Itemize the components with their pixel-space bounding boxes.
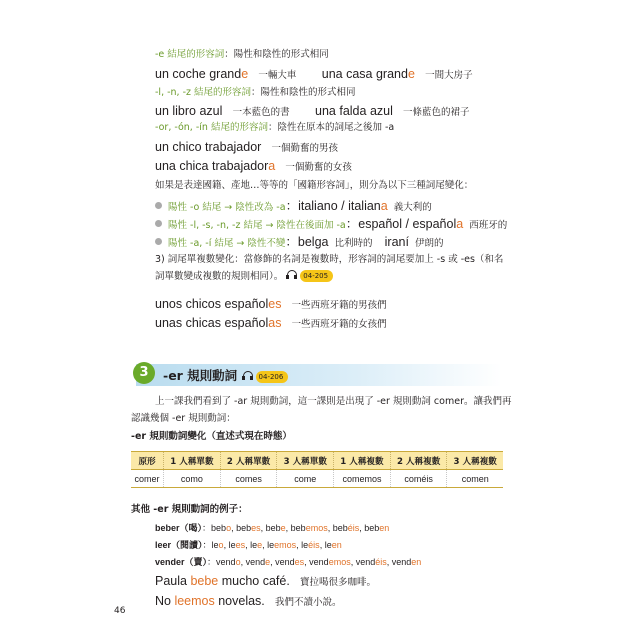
- headphones-icon: [242, 371, 254, 381]
- header-2sg: 2 人稱單數: [220, 452, 277, 470]
- section-paragraph-line-1: 上一課我們看到了 -ar 規則動詞，這一課則是出現了 -er 規則動詞 comer。讓我們再: [155, 396, 512, 407]
- cell-2pl: coméis: [390, 470, 447, 488]
- sentence-example-2: No leemos novelas. 我們不讀小說。: [155, 594, 342, 608]
- section-paragraph-line-2: 認識幾個 -er 規則動詞：: [131, 413, 236, 424]
- verb-example-leer: leer（閱讀）：leo, lees, lee, leemos, leéis, leen: [155, 540, 342, 550]
- heading-l-adjectives: -l, -n, -z 結尾的形容詞：陽性和陰性的形式相同: [155, 87, 356, 98]
- section-title: -er 規則動詞 04-206: [163, 366, 288, 384]
- header-3pl: 3 人稱複數: [447, 452, 503, 470]
- plural-rule-line-2: 詞單數變成複數的規則相同）。 04-205: [155, 268, 333, 282]
- header-2pl: 2 人稱複數: [390, 452, 447, 470]
- cell-infinitive: comer: [134, 473, 160, 484]
- plural-example-2: unas chicas españolas 一些西班牙籍的女孩們: [155, 316, 387, 330]
- cell-3pl: comen: [447, 470, 503, 488]
- example-line-3: un chico trabajador 一個勤奮的男孩: [155, 140, 339, 154]
- cell-3sg: come: [277, 470, 334, 488]
- nationality-intro: 如果是表達國籍、產地…等等的「國籍形容詞」，則分為以下三種詞尾變化：: [155, 180, 474, 191]
- audio-track-badge[interactable]: 04-206: [256, 371, 289, 383]
- cell-1sg: como: [164, 470, 221, 488]
- heading-e-adjectives: -e 結尾的形容詞：陽性和陰性的形式相同: [155, 49, 329, 60]
- header-1sg: 1 人稱單數: [164, 452, 221, 470]
- bullet-dot: [155, 202, 162, 209]
- bullet-dot: [155, 220, 162, 227]
- verb-example-beber: beber（喝）：bebo, bebes, bebe, bebemos, bebéis, beben: [155, 523, 390, 533]
- bullet-item-3: 陽性 -a, -í 結尾 → 陰性不變：belga 比利時的 iraní 伊朗的: [155, 232, 444, 250]
- conjugation-table: [131, 451, 503, 488]
- cell-2sg: comes: [220, 470, 277, 488]
- header-1pl: 1 人稱複數: [334, 452, 391, 470]
- cell-1pl: comemos: [334, 470, 391, 488]
- example-line-1: un coche grande 一輛大車 una casa grande 一間大房子: [155, 67, 473, 81]
- plural-example-1: unos chicos españoles 一些西班牙籍的男孩們: [155, 297, 387, 311]
- header-3sg: 3 人稱單數: [277, 452, 334, 470]
- example-line-4: una chica trabajadora 一個勤奮的女孩: [155, 159, 352, 173]
- example-line-2: un libro azul 一本藍色的書 una falda azul 一條藍色的裙子: [155, 104, 470, 118]
- bullet-item-2: 陽性 -l, -s, -n, -z 結尾 → 陰性在後面加 -a：español / española 西班牙的: [155, 214, 507, 232]
- plural-rule-line-1: 3) 詞尾單複數變化：當修飾的名詞是複數時，形容詞的詞尾要加上 -s 或 -es（和名: [155, 254, 504, 265]
- audio-track-badge[interactable]: 04-205: [300, 270, 333, 282]
- table-header-row: [131, 452, 503, 470]
- heading-or-adjectives: -or, -ón, -ín 結尾的形容詞：陰性在原本的詞尾之後加 -a: [155, 122, 395, 133]
- sentence-example-1: Paula bebe mucho café. 寶拉喝很多咖啡。: [155, 574, 377, 588]
- bullet-dot: [155, 238, 162, 245]
- page-number: 46: [114, 606, 126, 616]
- table-row: [131, 470, 503, 488]
- bullet-item-1: 陽性 -o 結尾 → 陰性改為 -a：italiano / italiana 義大利的: [155, 196, 432, 214]
- examples-title: 其他 -er 規則動詞的例子：: [131, 504, 248, 515]
- headphones-icon: [286, 270, 298, 280]
- verb-example-vender: vender（賣）：vendo, vende, vendes, vendemos, vendéis, venden: [155, 557, 422, 567]
- section-number-badge: 3: [133, 362, 155, 384]
- header-infinitive: 原形: [131, 452, 164, 470]
- table-title: -er 規則動詞變化（直述式現在時態）: [131, 431, 292, 442]
